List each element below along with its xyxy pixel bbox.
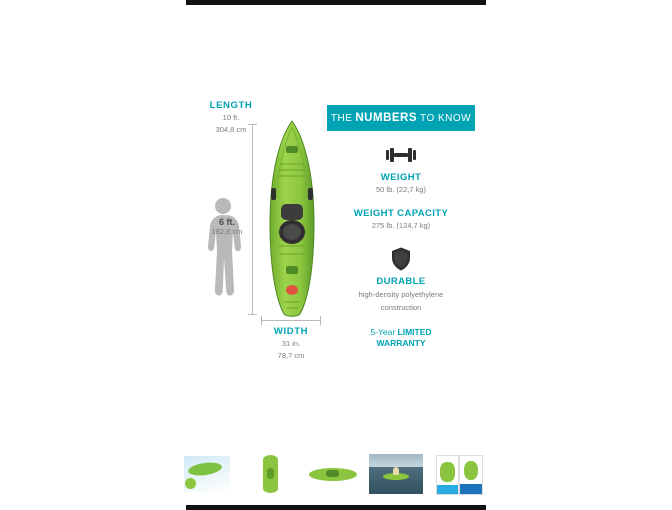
person-height-label — [206, 217, 248, 237]
warranty-text — [327, 327, 475, 349]
thumbnail-box-left-image — [440, 462, 455, 482]
width-measure-line — [261, 320, 321, 321]
thumbnail-kayak-on-water[interactable] — [369, 454, 423, 494]
length-measure-line — [252, 124, 253, 314]
person-height-metric: 182,8 cm — [211, 227, 243, 236]
warranty-line1-pre: 5-Year — [370, 327, 398, 337]
weight-title: WEIGHT — [380, 172, 422, 183]
length-value-metric: 304,8 cm — [215, 125, 247, 134]
warranty-line2: WARRANTY — [376, 338, 426, 348]
length-label: LENGTH — [209, 100, 253, 111]
thumbnail-box-right-image — [464, 461, 478, 480]
width-value-metric: 78,7 cm — [277, 351, 305, 360]
durable-description-line1: high-density polyethylene — [358, 290, 444, 299]
width-spec — [256, 326, 326, 361]
durable-description-line2: construction — [380, 303, 422, 312]
stats-panel — [327, 142, 475, 349]
thumbnail-side-view-seat — [326, 470, 339, 477]
person-silhouette-icon — [198, 196, 248, 321]
person-height-imperial: 6 ft. — [218, 217, 235, 227]
width-label: WIDTH — [273, 326, 309, 337]
thumbnail-product-box-left — [436, 455, 459, 495]
dumbbell-icon — [327, 142, 475, 168]
weight-value: 50 lb. (22,7 kg) — [375, 185, 427, 194]
durable-title: DURABLE — [376, 276, 426, 287]
length-value-imperial: 10 ft. — [222, 113, 240, 122]
banner-pre: THE — [330, 112, 353, 124]
width-value-imperial: 31 in. — [281, 339, 301, 348]
banner-post: TO KNOW — [420, 112, 472, 124]
thumbnail-strip — [180, 452, 492, 494]
thumbnail-box-left-band — [437, 485, 458, 494]
length-measure-cap-bottom — [248, 314, 257, 315]
length-spec — [196, 100, 266, 135]
shield-icon — [327, 246, 475, 272]
weight-capacity-title: WEIGHT CAPACITY — [353, 208, 449, 219]
thumbnail-box-right-band — [460, 484, 482, 494]
thumbnail-water-paddler — [393, 467, 399, 475]
weight-capacity-value: 275 lb. (124,7 kg) — [371, 221, 431, 230]
banner-strong: NUMBERS — [355, 112, 418, 124]
thumbnail-kayak-side-view[interactable] — [306, 454, 360, 494]
kayak-illustration — [262, 120, 322, 318]
thumbnail-product-box-right — [459, 455, 483, 495]
thumbnail-packaging-badge — [185, 478, 196, 489]
thumbnail-top-view-seat — [267, 468, 274, 479]
thumbnail-water-sky — [369, 454, 423, 467]
bottom-black-bar — [186, 505, 486, 510]
thumbnail-product-box-pair[interactable] — [432, 454, 486, 494]
length-measure-cap-top — [248, 124, 257, 125]
warranty-line1-strong: LIMITED — [397, 327, 432, 337]
thumbnail-kayak-top-view[interactable] — [243, 454, 297, 494]
numbers-banner — [327, 105, 475, 131]
thumbnail-packaging-scene[interactable] — [180, 454, 234, 494]
